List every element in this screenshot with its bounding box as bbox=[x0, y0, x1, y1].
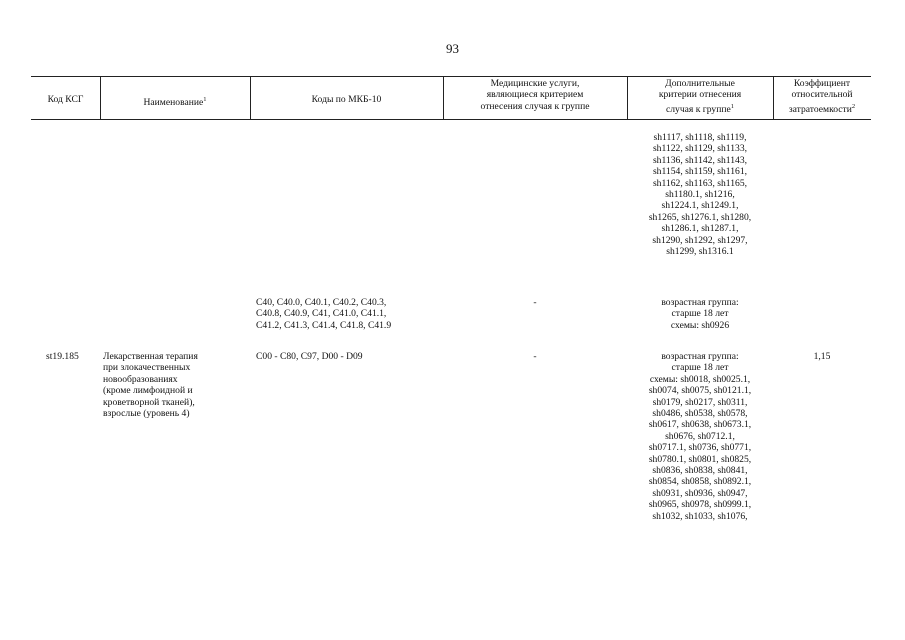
header-criteria: Дополнительные критерии отнесения случая к группе$^1$ bbox=[658, 78, 742, 115]
header-name: Наименование$^1$ bbox=[143, 96, 207, 109]
cell-services: - bbox=[533, 297, 537, 308]
cell-name: Лекарственная терапия при злокачественных новообразованиях (кроме лимфоидной и кроветворной тканей), взрослые (уровень 4) bbox=[103, 351, 198, 420]
cell-icd-codes: C40, C40.0, C40.1, C40.2, C40.3, C40.8, C40.9, C41, C41.0, C41.1, C41.2, C41.3, C41.4, C41.8, C41.9 bbox=[256, 297, 392, 331]
cell-services: - bbox=[533, 351, 537, 362]
header-services: Медицинские услуги, являющиеся критерием отнесения случая к группе bbox=[480, 78, 590, 112]
cell-coefficient: 1,15 bbox=[813, 351, 831, 362]
cell-code: st19.185 bbox=[46, 351, 79, 362]
header-coefficient: Коэффициент относительной затратоемкости$^2$ bbox=[788, 78, 856, 115]
header-bottom-border bbox=[31, 119, 871, 120]
cell-icd-codes: C00 - C80, C97, D00 - D09 bbox=[256, 351, 363, 362]
table-top-border bbox=[31, 76, 871, 77]
cell-criteria: sh1117, sh1118, sh1119, sh1122, sh1129, sh1133, sh1136, sh1142, sh1143, sh1154, sh1159, sh1161, sh1162, sh1163, sh1165, sh1180.1, sh1216, sh1224.1, sh1249.1, sh1265, sh1276.1, sh1280, sh1286.1, sh1287.1, sh1290, sh1292, sh1297, sh1299, sh1316.1 bbox=[648, 132, 752, 258]
cell-criteria: возрастная группа: старше 18 лет схемы: sh0926 bbox=[661, 297, 739, 331]
cell-criteria: возрастная группа: старше 18 лет схемы: sh0018, sh0025.1, sh0074, sh0075, sh0121.1, sh0179, sh0217, sh0311, sh0486, sh0538, sh0578, sh0617, sh0638, sh0673.1, sh0676, sh0712.1, sh0717.1, sh0736, sh0771, sh0780.1, sh0801, sh0825, sh0836, sh0838, sh0841, sh0854, sh0858, sh0892.1, sh0931, sh0936, sh0947, sh0965, sh0978, sh0999.1, sh1032, sh1033, sh1076, bbox=[648, 351, 752, 522]
header-icd-codes: Коды по МКБ-10 bbox=[311, 94, 382, 105]
header-code: Код КСГ bbox=[47, 94, 84, 105]
page-number: 93 bbox=[446, 41, 459, 56]
